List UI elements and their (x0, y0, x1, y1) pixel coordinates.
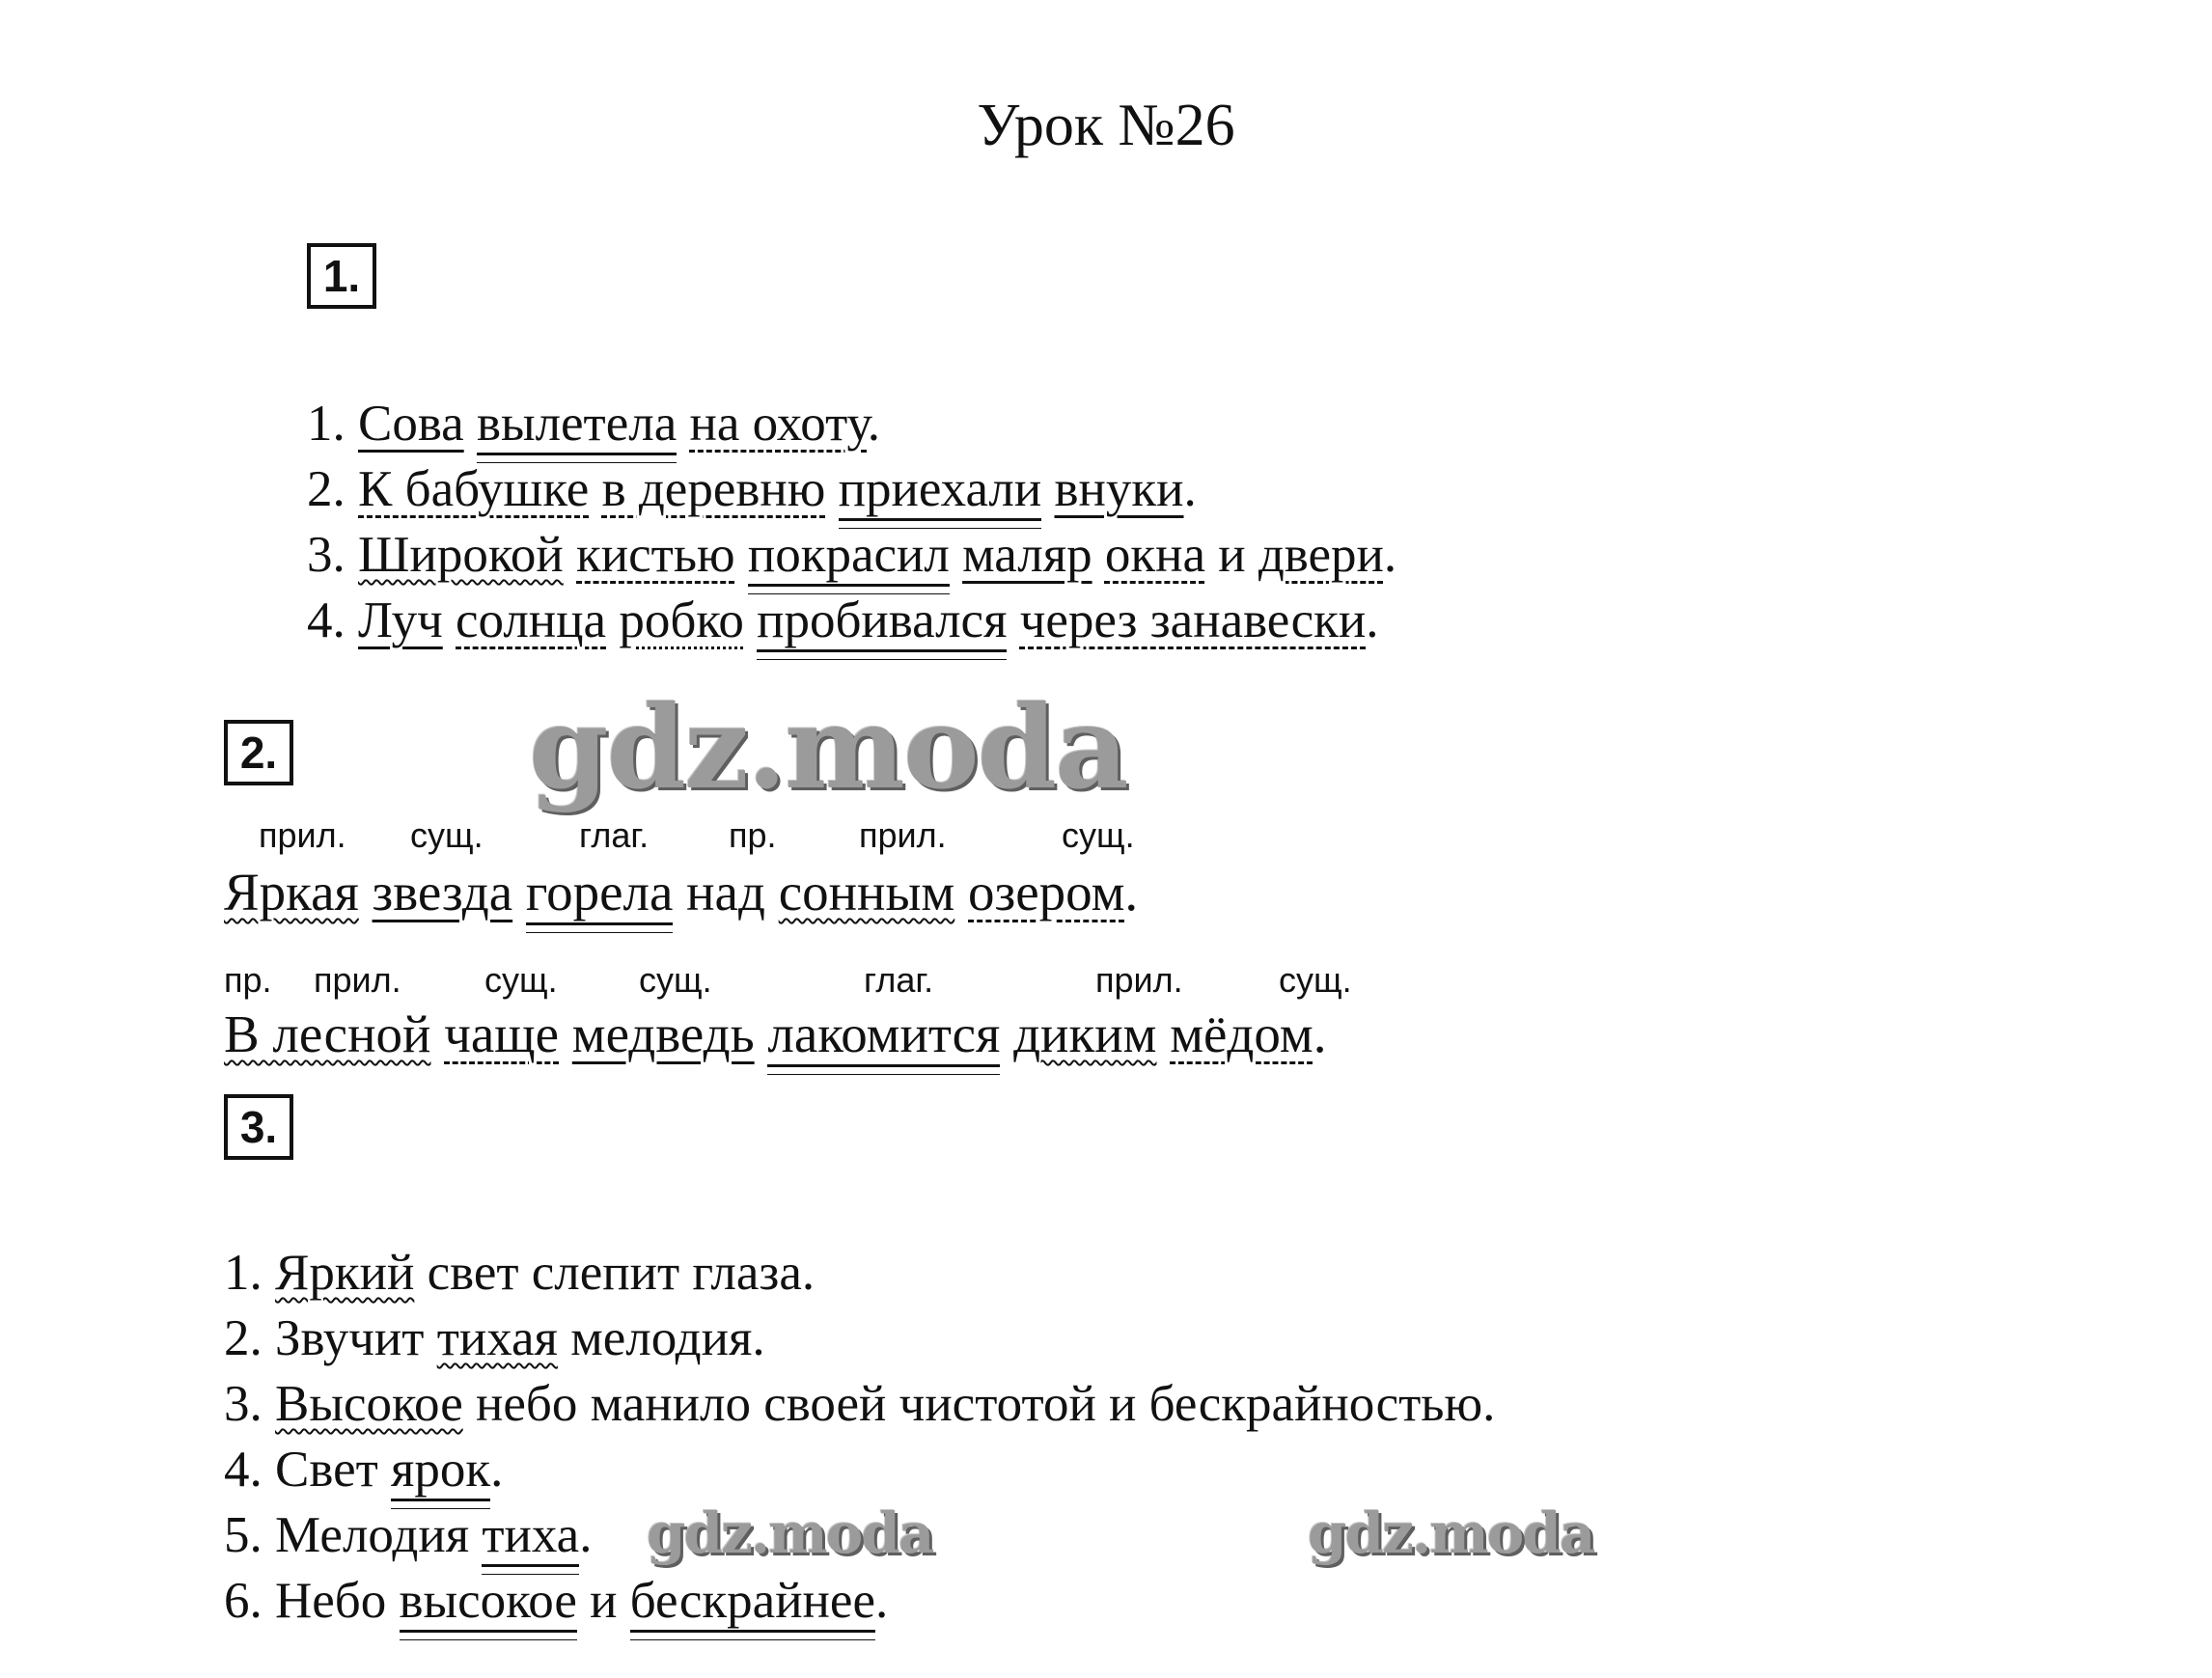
watermark-logo: gdz.moda (529, 680, 1127, 814)
plain-text (589, 461, 601, 517)
plain-text (1092, 527, 1105, 583)
plain-text: и (1204, 527, 1258, 583)
task-1-line (307, 588, 1396, 653)
marked-word: диким (1013, 1004, 1157, 1063)
plain-text (564, 527, 576, 583)
marked-word: озером (968, 863, 1125, 922)
line-number: 4. (224, 1442, 275, 1498)
plain-text (825, 461, 838, 517)
plain-text (1156, 1004, 1170, 1063)
plain-text: мелодия. (557, 1310, 765, 1366)
task-2-sentence-1 (224, 862, 1138, 922)
plain-text: . (579, 1507, 593, 1563)
task-3-line (224, 1306, 1495, 1371)
line-number: 2. (307, 461, 358, 517)
plain-text (443, 592, 456, 648)
marked-word: К бабушке (358, 461, 590, 517)
watermark-logo: gdz.moda (647, 1500, 933, 1566)
line-number: 5. (224, 1507, 275, 1563)
task-2-number: 2. (224, 720, 293, 785)
part-of-speech-tag: прил. (859, 815, 947, 855)
marked-word: чаще (444, 1004, 560, 1063)
marked-word: Сова (358, 396, 464, 452)
task-2-sentence-2 (224, 1004, 1326, 1064)
task-3-sentences (224, 1240, 1495, 1634)
task-1-line (307, 391, 1396, 456)
part-of-speech-tag: прил. (314, 960, 401, 1000)
marked-word: высокое (400, 1573, 577, 1633)
marked-word: приехали (839, 461, 1042, 521)
marked-word: тиха (482, 1507, 579, 1567)
page-title: Урок №26 (977, 93, 1235, 158)
plain-text: . (874, 1573, 889, 1629)
marked-word: Широкой (358, 527, 564, 583)
part-of-speech-tag: глаг. (864, 960, 934, 1000)
part-of-speech-tag: пр. (729, 815, 777, 855)
line-number: 6. (224, 1573, 275, 1629)
plain-text: и (576, 1573, 630, 1629)
plain-text (1041, 461, 1054, 517)
task-3-line (224, 1371, 1495, 1437)
plain-text: Небо (275, 1573, 400, 1629)
part-of-speech-tag: глаг. (579, 815, 650, 855)
plain-text (954, 863, 968, 922)
plain-text (512, 863, 526, 922)
plain-text: Звучит (275, 1310, 437, 1366)
plain-text: . (1183, 461, 1197, 517)
plain-text (744, 592, 757, 648)
marked-word: маляр (962, 527, 1092, 583)
marked-word: кистью (576, 527, 735, 583)
plain-text: . (1313, 1004, 1327, 1063)
watermark-logo: gdz.moda (1308, 1500, 1594, 1566)
marked-word: вылетела (477, 396, 677, 455)
marked-word: робко (619, 592, 744, 648)
marked-word: солнца (456, 592, 607, 648)
marked-word: сонным (778, 863, 955, 922)
task-1-sentences (307, 391, 1396, 653)
marked-word: внуки (1054, 461, 1184, 517)
plain-text: свет слепит глаза. (414, 1245, 816, 1301)
marked-word: звезда (372, 863, 513, 922)
marked-word: тихая (436, 1310, 558, 1366)
marked-word: медведь (571, 1004, 755, 1063)
marked-word: бескрайнее (630, 1573, 875, 1633)
plain-text (606, 592, 619, 648)
task-2-tags-row-2 (0, 960, 2212, 1003)
plain-text: . (1124, 863, 1139, 922)
task-3-line (224, 1437, 1495, 1502)
plain-text (950, 527, 962, 583)
part-of-speech-tag: сущ. (410, 815, 484, 855)
marked-word: Луч (358, 592, 443, 648)
task-3-line (224, 1240, 1495, 1306)
marked-word: пробивался (757, 592, 1007, 652)
task-3-number: 3. (224, 1094, 293, 1160)
marked-word: Яркий (275, 1245, 415, 1301)
marked-word: через занавески (1019, 592, 1367, 648)
part-of-speech-tag: прил. (1095, 960, 1183, 1000)
marked-word: лакомится (767, 1004, 1000, 1067)
marked-word: окна (1104, 527, 1205, 583)
marked-word: в деревню (601, 461, 826, 517)
plain-text (765, 863, 779, 922)
plain-text: над (686, 863, 765, 922)
plain-text (735, 527, 748, 583)
plain-text: . (490, 1442, 504, 1498)
marked-word: Яркая (224, 863, 359, 922)
plain-text (1000, 1004, 1013, 1063)
plain-text (755, 1004, 768, 1063)
marked-word: покрасил (748, 527, 950, 587)
plain-text: . (1383, 527, 1397, 583)
plain-text: Свет (275, 1442, 392, 1498)
marked-word: на охоту (689, 396, 868, 452)
line-number: 3. (224, 1376, 275, 1432)
plain-text (1007, 592, 1019, 648)
part-of-speech-tag: сущ. (1279, 960, 1352, 1000)
marked-word: В лесной (224, 1004, 431, 1063)
task-1-number: 1. (307, 243, 376, 309)
plain-text: Мелодия (275, 1507, 483, 1563)
marked-word: ярок (391, 1442, 490, 1501)
part-of-speech-tag: сущ. (484, 960, 558, 1000)
plain-text (673, 863, 686, 922)
plain-text (359, 863, 373, 922)
part-of-speech-tag: сущ. (639, 960, 712, 1000)
line-number: 1. (307, 396, 358, 452)
part-of-speech-tag: прил. (259, 815, 346, 855)
plain-text (464, 396, 477, 452)
task-1-line (307, 522, 1396, 588)
plain-text (677, 396, 689, 452)
marked-word: Высокое (275, 1376, 463, 1432)
plain-text: небо манило своей чистотой и бескрайностью. (462, 1376, 1496, 1432)
marked-word: горела (526, 863, 673, 925)
part-of-speech-tag: сущ. (1062, 815, 1135, 855)
plain-text (559, 1004, 572, 1063)
line-number: 3. (307, 527, 358, 583)
marked-word: мёдом (1170, 1004, 1313, 1063)
plain-text: . (867, 396, 880, 452)
line-number: 1. (224, 1245, 275, 1301)
plain-text (430, 1004, 444, 1063)
marked-word: двери (1258, 527, 1384, 583)
line-number: 2. (224, 1310, 275, 1366)
task-3-line (224, 1568, 1495, 1634)
task-2-tags-row-1 (0, 815, 2212, 858)
plain-text: . (1366, 592, 1379, 648)
task-1-line (307, 456, 1396, 522)
line-number: 4. (307, 592, 358, 648)
part-of-speech-tag: пр. (224, 960, 272, 1000)
